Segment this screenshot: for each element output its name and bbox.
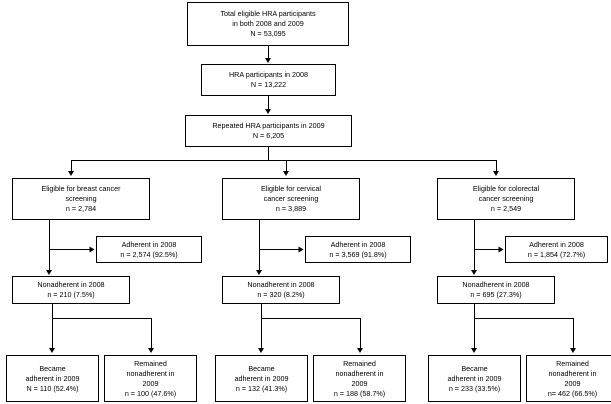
node-colorectal-eligible-line-3: n = 2,549	[490, 204, 522, 213]
connector-repeated2009-down	[268, 147, 269, 160]
arrowhead-colorectal-became	[471, 348, 477, 353]
arrowhead-cervical-remained	[357, 348, 363, 353]
arrowhead-hra2008-to-repeated2009	[265, 109, 271, 114]
arrowhead-total-to-hra2008	[265, 58, 271, 63]
arrowhead-cervical-became	[258, 348, 264, 353]
node-breast-adherent-2008-line-2: n = 2,574 (92.5%)	[120, 249, 178, 259]
connector-breast-outcome-right	[151, 318, 152, 349]
node-breast-remained-line-4: n = 100 (47.6%)	[124, 388, 177, 398]
arrowhead-breast-to-nonadherent	[46, 270, 52, 275]
node-cervical-eligible-line-2: cancer screening	[263, 194, 319, 203]
node-colorectal-became-line-3: n = 233 (33.5%)	[448, 383, 501, 393]
connector-breast-nonadherent-down	[52, 304, 53, 318]
node-breast-nonadherent-2008	[12, 276, 130, 304]
node-breast-adherent-2008	[96, 236, 202, 263]
connector-hra2008-to-repeated2009	[268, 96, 269, 110]
node-cervical-adherent-2008	[305, 236, 411, 263]
node-hra-2008-line-1: HRA participants in 2008	[228, 70, 309, 79]
connector-colorectal-nonadherent-down	[474, 304, 475, 318]
connector-colorectal-outcome-left	[474, 318, 475, 349]
node-breast-became-line-3: N = 110 (52.4%)	[26, 383, 79, 393]
node-cervical-remained-line-2: nonadherent in	[335, 368, 384, 378]
node-cervical-eligible-line-1: Eligible for cervical	[261, 184, 321, 193]
node-colorectal-eligible	[437, 178, 575, 220]
node-colorectal-nonadherent-2008-line-2: n = 695 (27.3%)	[470, 290, 522, 299]
node-cervical-adherent-2008-line-2: n = 3,569 (91.8%)	[329, 249, 387, 259]
node-breast-remained-nonadherent-2009	[104, 355, 197, 402]
arrowhead-colorectal-to-adherent	[499, 246, 504, 252]
connector-colorectal-to-adherent	[474, 249, 499, 250]
node-colorectal-became-line-2: adherent in 2009	[447, 373, 502, 383]
node-cervical-adherent-2008-line-1: Adherent in 2008	[330, 239, 386, 249]
arrowhead-cervical-to-adherent	[299, 246, 304, 252]
node-breast-eligible-line-3: n = 2,784	[65, 204, 97, 213]
node-colorectal-became-line-1: Became	[461, 363, 488, 373]
node-cervical-nonadherent-2008-line-2: n = 320 (8.2%)	[257, 290, 305, 299]
node-cervical-became-line-2: adherent in 2009	[234, 373, 289, 383]
node-breast-remained-line-3: 2009	[142, 378, 159, 388]
node-colorectal-remained-line-2: nonadherent in	[548, 368, 597, 378]
arrowhead-bus-to-colorectal	[493, 171, 499, 176]
node-colorectal-eligible-line-2: cancer screening	[478, 194, 534, 203]
node-breast-eligible-line-1: Eligible for breast cancer	[41, 184, 121, 193]
connector-breast-outcome-bus	[52, 318, 151, 319]
node-breast-remained-line-1: Remained	[134, 358, 167, 368]
node-breast-nonadherent-2008-line-2: n = 210 (7.5%)	[47, 290, 95, 299]
node-cervical-became-line-3: n = 132 (41.3%)	[235, 383, 288, 393]
node-cervical-remained-line-4: n = 188 (58.7%)	[333, 388, 386, 398]
node-total-eligible	[187, 2, 349, 46]
node-colorectal-remained-nonadherent-2009	[526, 355, 611, 402]
connector-colorectal-eligible-down	[474, 220, 475, 270]
arrowhead-bus-to-breast	[68, 171, 74, 176]
connector-breast-to-adherent	[49, 249, 90, 250]
node-repeated-2009-line-1: Repeated HRA participants in 2009	[212, 121, 325, 130]
node-cervical-became-line-1: Became	[248, 363, 275, 373]
connector-cervical-outcome-right	[360, 318, 361, 349]
node-colorectal-eligible-line-1: Eligible for colorectal	[472, 184, 540, 193]
node-repeated-2009-line-2: N = 6,205	[252, 131, 285, 140]
node-colorectal-adherent-2008	[505, 236, 608, 263]
connector-cervical-outcome-left	[261, 318, 262, 349]
node-breast-became-line-2: adherent in 2009	[25, 373, 80, 383]
connector-colorectal-outcome-bus	[474, 318, 573, 319]
connector-split-bus	[71, 160, 496, 161]
node-breast-eligible-line-2: screening	[65, 194, 97, 203]
arrowhead-breast-became	[49, 348, 55, 353]
arrowhead-breast-to-adherent	[90, 246, 95, 252]
node-cervical-remained-line-1: Remained	[343, 358, 376, 368]
node-colorectal-adherent-2008-line-1: Adherent in 2008	[529, 239, 584, 249]
connector-breast-eligible-down	[49, 220, 50, 270]
node-cervical-nonadherent-2008	[222, 276, 340, 304]
node-breast-became-line-1: Became	[39, 363, 66, 373]
node-hra-2008	[201, 64, 336, 96]
node-total-eligible-line-3: N = 53,095	[250, 29, 286, 38]
connector-colorectal-outcome-right	[573, 318, 574, 349]
node-breast-nonadherent-2008-line-1: Nonadherent in 2008	[37, 280, 105, 289]
connector-cervical-nonadherent-down	[261, 304, 262, 318]
arrowhead-cervical-to-nonadherent	[256, 270, 262, 275]
connector-cervical-outcome-bus	[261, 318, 360, 319]
node-breast-remained-line-2: nonadherent in	[126, 368, 175, 378]
node-breast-became-adherent-2009	[6, 355, 99, 402]
node-hra-2008-line-2: N = 13,222	[250, 80, 287, 89]
node-colorectal-remained-line-1: Remained	[556, 358, 589, 368]
node-colorectal-remained-line-4: n= 462 (66.5%)	[547, 388, 598, 398]
node-repeated-2009	[185, 115, 352, 147]
node-cervical-remained-line-3: 2009	[351, 378, 368, 388]
node-cervical-eligible	[222, 178, 360, 220]
node-cervical-nonadherent-2008-line-1: Nonadherent in 2008	[247, 280, 315, 289]
node-cervical-became-adherent-2009	[215, 355, 308, 402]
node-colorectal-nonadherent-2008	[437, 276, 555, 304]
node-colorectal-nonadherent-2008-line-1: Nonadherent in 2008	[462, 280, 530, 289]
node-total-eligible-line-1: Total eligible HRA participants	[220, 9, 316, 18]
node-colorectal-adherent-2008-line-2: n = 1,854 (72.7%)	[527, 249, 586, 259]
arrowhead-colorectal-remained	[570, 348, 576, 353]
node-breast-adherent-2008-line-1: Adherent in 2008	[121, 239, 177, 249]
node-total-eligible-line-2: in both 2008 and 2009	[232, 19, 304, 28]
connector-breast-outcome-left	[52, 318, 53, 349]
node-cervical-eligible-line-3: n = 3,889	[275, 204, 307, 213]
arrowhead-colorectal-to-nonadherent	[471, 270, 477, 275]
node-cervical-remained-nonadherent-2009	[313, 355, 406, 402]
node-colorectal-remained-line-3: 2009	[564, 378, 581, 388]
node-breast-eligible	[12, 178, 150, 220]
arrowhead-breast-remained	[148, 348, 154, 353]
node-colorectal-became-adherent-2009	[428, 355, 521, 402]
arrowhead-bus-to-cervical	[283, 171, 289, 176]
connector-cervical-to-adherent	[259, 249, 299, 250]
connector-cervical-eligible-down	[259, 220, 260, 270]
